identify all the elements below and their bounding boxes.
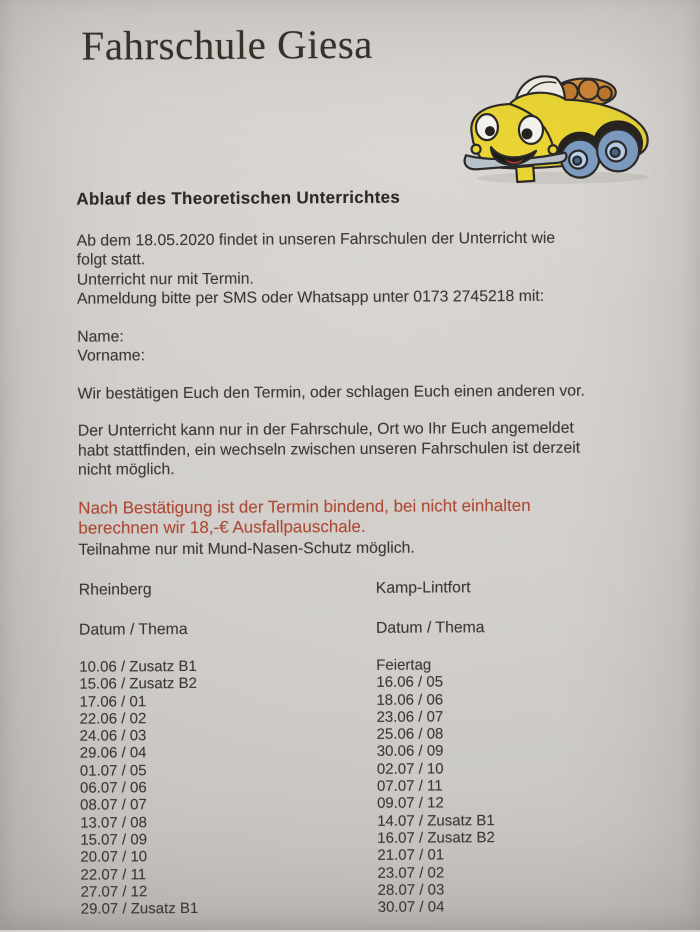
schedule-entry: 27.07 / 12 <box>80 883 148 901</box>
city-name: Kamp-Lintfort <box>375 579 471 597</box>
warning-line: berechnen wir 18,-€ Ausfallpauschale. <box>78 516 366 538</box>
schedule-entry: 08.07 / 07 <box>80 796 147 815</box>
warning-line: Nach Bestätigung ist der Termin bindend, bei nicht einhalten <box>78 495 531 518</box>
schedule-entry: 15.06 / Zusatz B2 <box>79 675 197 693</box>
schedule-entry: 25.06 / 08 <box>376 725 444 744</box>
confirmation-line: Wir bestätigen Euch den Termin, oder schlagen Euch einen anderen vor. <box>77 382 585 403</box>
document-heading: Ablauf des Theoretischen Unterrichtes <box>76 187 401 209</box>
schedule-entry: 24.06 / 03 <box>79 727 147 745</box>
form-label: Name: <box>77 327 124 346</box>
car-logo <box>458 66 667 190</box>
schedule-columns <box>79 577 661 918</box>
schedule-entry: 16.07 / Zusatz B2 <box>377 829 495 847</box>
text-line: folgt statt. <box>76 251 146 269</box>
schedule-entry: 09.07 / 12 <box>377 794 444 813</box>
schedule-entry: 18.06 / 06 <box>376 691 444 709</box>
schedule-entry: 30.07 / 04 <box>377 898 445 916</box>
schedule-entry: 29.06 / 04 <box>79 744 147 763</box>
schedule-entry: 16.06 / 05 <box>376 673 444 692</box>
schedule-entry: 10.06 / Zusatz B1 <box>79 657 197 676</box>
notice-body <box>76 186 660 918</box>
schedule-entries <box>79 657 378 918</box>
schedule-entry: 15.07 / 09 <box>80 831 148 849</box>
form-labels <box>77 324 657 367</box>
schedule-entry: 29.07 / Zusatz B1 <box>80 900 199 918</box>
text-line: habt stattfinden, ein wechseln zwischen unseren Fahrschulen ist derzeit <box>77 439 581 460</box>
schedule-entry: Feiertag <box>376 656 432 674</box>
location-paragraph <box>78 418 658 480</box>
city-name: Rheinberg <box>78 581 152 599</box>
schedule-entry: 28.07 / 03 <box>377 881 445 899</box>
text-line: Der Unterricht kann nur in der Fahrschule, Ort wo Ihr Euch angemeldet <box>77 419 574 440</box>
schedule-entries <box>376 655 641 916</box>
schedule-entry: 06.07 / 06 <box>79 779 147 797</box>
schedule-entry: 20.07 / 10 <box>80 848 148 866</box>
form-label: Vorname: <box>77 347 146 365</box>
schedule-entry: 21.07 / 01 <box>377 846 445 865</box>
schedule-entry: 02.07 / 10 <box>376 760 444 778</box>
schedule-entry: 23.06 / 07 <box>376 708 444 726</box>
intro-paragraph <box>77 228 657 310</box>
schedule-entry: 30.06 / 09 <box>376 742 444 761</box>
cartoon-car-icon <box>458 66 667 185</box>
schedule-entry: 07.07 / 11 <box>376 777 443 795</box>
mask-requirement-line: Teilnahme nur mit Mund-Nasen-Schutz möglich. <box>78 539 415 559</box>
column-header: Datum / Thema <box>375 618 485 637</box>
schedule-entry: 01.07 / 05 <box>79 762 147 780</box>
text-line: Anmeldung bitte per SMS oder Whatsapp unter 0173 2745218 mit: <box>76 287 545 308</box>
cancellation-warning <box>78 495 658 539</box>
schedule-entry: 17.06 / 01 <box>79 692 147 711</box>
schedule-entry: 14.07 / Zusatz B1 <box>377 811 495 830</box>
schedule-entry: 13.07 / 08 <box>80 813 147 832</box>
schedule-entry: 23.07 / 02 <box>377 863 445 882</box>
text-line: Unterricht nur mit Termin. <box>76 270 254 289</box>
column-header: Datum / Thema <box>78 620 188 639</box>
text-line: nicht möglich. <box>77 461 175 479</box>
text-line: Ab dem 18.05.2020 findet in unseren Fahrschulen der Unterricht wie <box>76 229 556 250</box>
schedule-column-rheinberg <box>79 579 378 918</box>
schedule-entry: 22.06 / 02 <box>79 710 147 728</box>
schedule-column-kamp-lintfort <box>376 577 641 916</box>
school-name-title: Fahrschule Giesa <box>81 20 374 69</box>
schedule-entry: 22.07 / 11 <box>80 865 147 884</box>
